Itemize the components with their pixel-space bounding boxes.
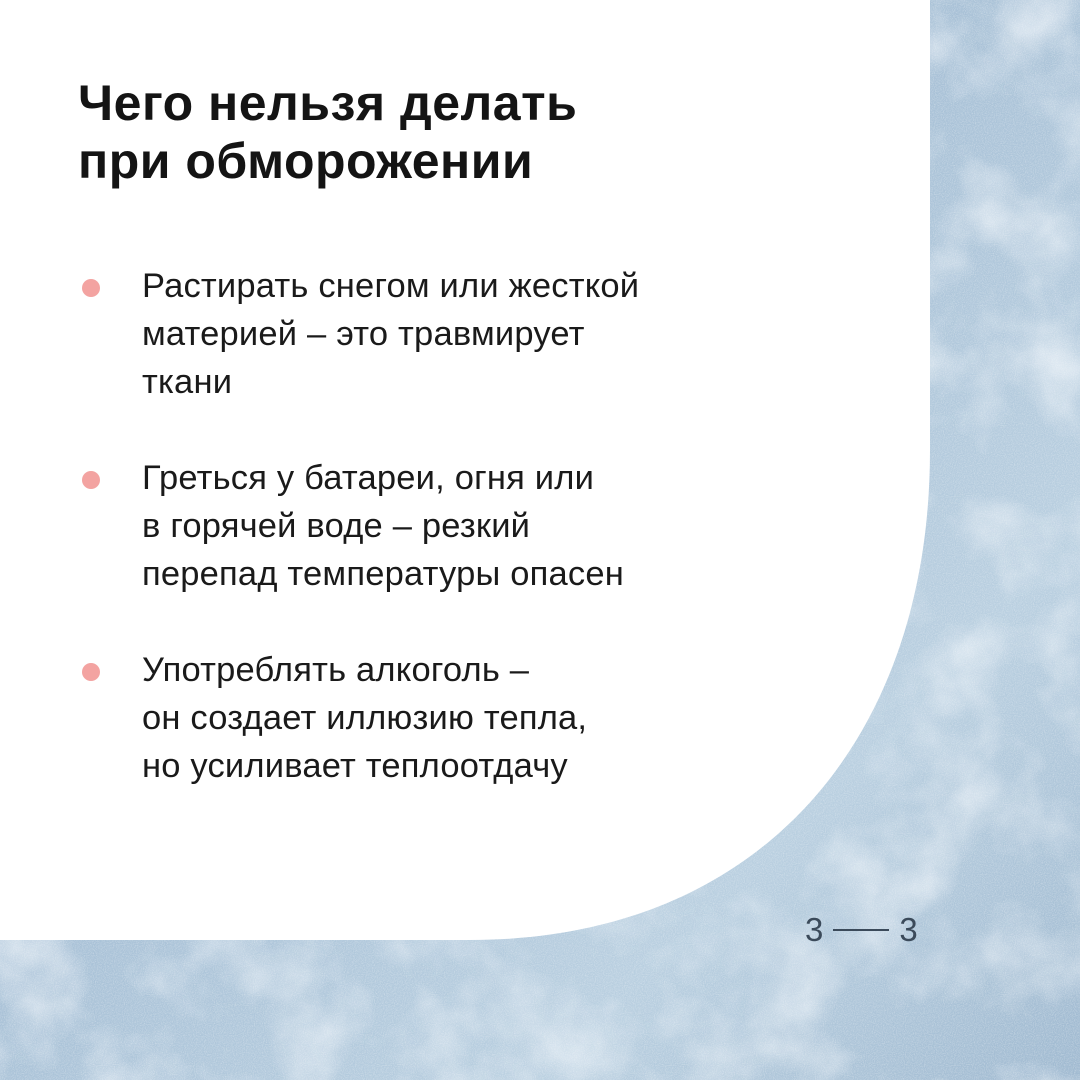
list-item-line: Растирать снегом или жесткой: [142, 267, 640, 305]
list-item-line: Употреблять алкоголь –: [142, 651, 530, 689]
list-item-line: но усиливает теплоотдачу: [142, 747, 568, 785]
page-title: [78, 74, 878, 190]
list-item: [80, 646, 780, 790]
page-indicator: [805, 908, 918, 952]
dot-bullet-icon: [82, 471, 100, 489]
list-item-line: Греться у батареи, огня или: [142, 459, 595, 497]
title-line-1: Чего нельзя делать: [78, 75, 578, 131]
list-item-line: он создает иллюзию тепла,: [142, 699, 588, 737]
list-item-line: ткани: [142, 363, 233, 401]
dot-bullet-icon: [82, 279, 100, 297]
dont-do-list: [80, 262, 780, 838]
page-total: 3: [899, 911, 918, 948]
page-current: 3: [805, 911, 824, 948]
list-item-line: материей – это травмирует: [142, 315, 585, 353]
list-item: [80, 262, 780, 406]
title-line-2: при обморожении: [78, 133, 534, 189]
list-item: [80, 454, 780, 598]
list-item-line: в горячей воде – резкий: [142, 507, 531, 545]
list-item-line: перепад температуры опасен: [142, 555, 625, 593]
dot-bullet-icon: [82, 663, 100, 681]
page-separator: [833, 929, 889, 931]
